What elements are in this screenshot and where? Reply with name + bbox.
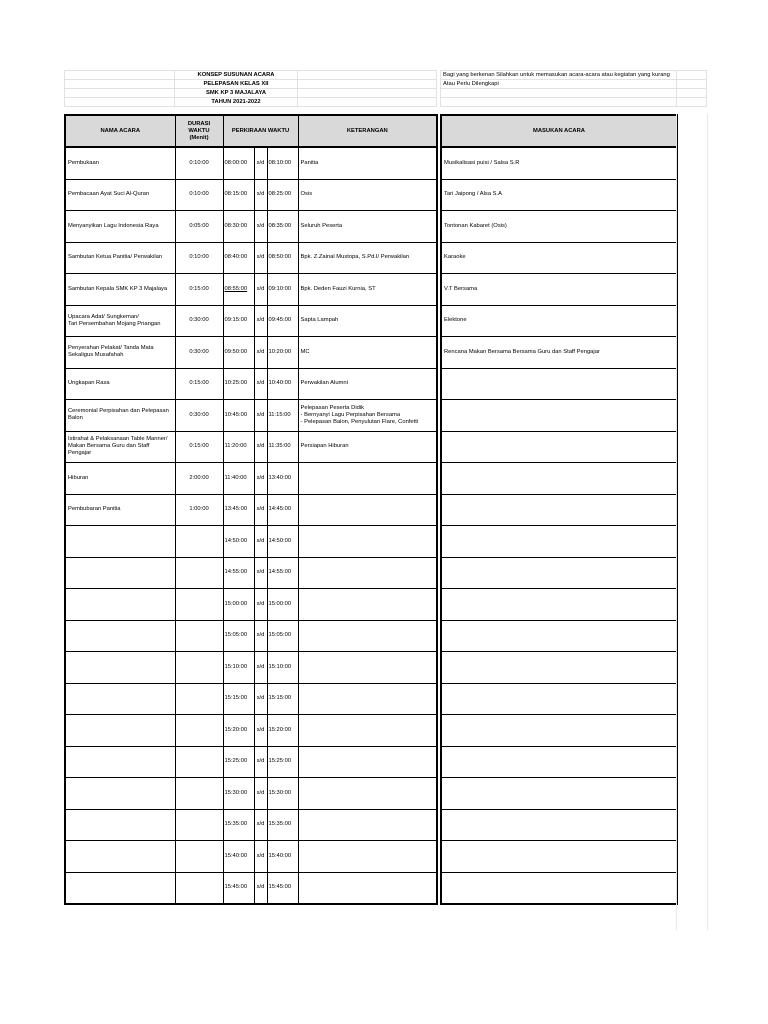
description: Persiapan Hiburan bbox=[298, 431, 437, 463]
time-separator: s/d bbox=[254, 211, 267, 243]
event-name bbox=[65, 620, 175, 652]
start-time: 08:30:00 bbox=[223, 211, 254, 243]
document-title-block bbox=[64, 70, 437, 107]
table-row bbox=[65, 715, 437, 747]
time-separator: s/d bbox=[254, 809, 267, 841]
event-name bbox=[65, 683, 175, 715]
event-name bbox=[65, 557, 175, 589]
start-time: 15:45:00 bbox=[223, 872, 254, 904]
masukan-cell: Elektone bbox=[441, 305, 677, 337]
masukan-cell bbox=[441, 683, 677, 715]
col-keterangan: KETERANGAN bbox=[298, 115, 437, 147]
table-row bbox=[65, 746, 437, 778]
start-time: 15:05:00 bbox=[223, 620, 254, 652]
table-row bbox=[65, 778, 437, 810]
duration: 0:10:00 bbox=[175, 179, 223, 211]
masukan-row bbox=[441, 589, 677, 621]
masukan-row bbox=[441, 557, 677, 589]
masukan-cell bbox=[441, 872, 677, 904]
gridline bbox=[676, 114, 708, 930]
table-row bbox=[65, 463, 437, 495]
title-line-1: KONSEP SUSUNAN ACARA bbox=[175, 71, 298, 80]
time-separator: s/d bbox=[254, 368, 267, 400]
masukan-row bbox=[441, 526, 677, 558]
table-row bbox=[65, 683, 437, 715]
event-name bbox=[65, 589, 175, 621]
masukan-row bbox=[441, 652, 677, 684]
masukan-cell bbox=[441, 494, 677, 526]
description bbox=[298, 809, 437, 841]
masukan-row bbox=[441, 463, 677, 495]
duration bbox=[175, 841, 223, 873]
description bbox=[298, 589, 437, 621]
start-time: 15:40:00 bbox=[223, 841, 254, 873]
note-line-1: Bagi yang berkenan Silahkan untuk memasukan acara-acara atau kegiatan yang kurang bbox=[441, 71, 677, 80]
masukan-cell bbox=[441, 778, 677, 810]
masukan-cell bbox=[441, 589, 677, 621]
masukan-row bbox=[441, 746, 677, 778]
description bbox=[298, 557, 437, 589]
event-name bbox=[65, 778, 175, 810]
description bbox=[298, 841, 437, 873]
event-name bbox=[65, 526, 175, 558]
masukan-row bbox=[441, 620, 677, 652]
description bbox=[298, 778, 437, 810]
start-time: 10:45:00 bbox=[223, 400, 254, 432]
table-row bbox=[65, 526, 437, 558]
start-time: 08:00:00 bbox=[223, 147, 254, 179]
description: Seluruh Peserta bbox=[298, 211, 437, 243]
start-time: 11:20:00 bbox=[223, 431, 254, 463]
duration: 2:00:00 bbox=[175, 463, 223, 495]
masukan-row bbox=[441, 147, 677, 179]
masukan-row bbox=[441, 872, 677, 904]
start-time: 14:55:00 bbox=[223, 557, 254, 589]
description: Bpk. Z.Zainal Mustopa, S.Pd.I/ Perwakilan bbox=[298, 242, 437, 274]
col-perkiraan-waktu: PERKIRAAN WAKTU bbox=[223, 115, 298, 147]
start-time: 14:50:00 bbox=[223, 526, 254, 558]
description bbox=[298, 463, 437, 495]
start-time: 09:15:00 bbox=[223, 305, 254, 337]
event-name: Ungkapan Rasa bbox=[65, 368, 175, 400]
description bbox=[298, 746, 437, 778]
masukan-row bbox=[441, 809, 677, 841]
description: Sapta Lampah bbox=[298, 305, 437, 337]
description bbox=[298, 526, 437, 558]
end-time: 15:30:00 bbox=[267, 778, 298, 810]
masukan-row bbox=[441, 211, 677, 243]
start-time: 08:40:00 bbox=[223, 242, 254, 274]
description: Osis bbox=[298, 179, 437, 211]
time-separator: s/d bbox=[254, 778, 267, 810]
description: MC bbox=[298, 337, 437, 369]
masukan-cell: Karaoke bbox=[441, 242, 677, 274]
title-line-2: PELEPASAN KELAS XII bbox=[175, 80, 298, 89]
start-time: 08:15:00 bbox=[223, 179, 254, 211]
duration bbox=[175, 809, 223, 841]
description: Bpk. Deden Fauzi Kurnia, ST bbox=[298, 274, 437, 306]
description bbox=[298, 683, 437, 715]
duration bbox=[175, 683, 223, 715]
table-row bbox=[65, 557, 437, 589]
event-name: Sambutan Ketua Panitia/ Perwakilan bbox=[65, 242, 175, 274]
end-time: 15:20:00 bbox=[267, 715, 298, 747]
masukan-row bbox=[441, 179, 677, 211]
masukan-row bbox=[441, 494, 677, 526]
event-name: Upacara Adat/ Sungkeman/ Tari Persembahan Mojang Priangan bbox=[65, 305, 175, 337]
col-masukan-acara: MASUKAN ACARA bbox=[441, 115, 677, 147]
start-time: 09:50:00 bbox=[223, 337, 254, 369]
duration: 0:10:00 bbox=[175, 147, 223, 179]
time-separator: s/d bbox=[254, 494, 267, 526]
duration bbox=[175, 746, 223, 778]
end-time: 15:40:00 bbox=[267, 841, 298, 873]
time-separator: s/d bbox=[254, 652, 267, 684]
table-row bbox=[65, 147, 437, 179]
duration bbox=[175, 778, 223, 810]
event-name: Istirahat & Pelaksanaan Table Manner/ Makan Bersama Guru dan Staff Pengajar bbox=[65, 431, 175, 463]
table-row bbox=[65, 494, 437, 526]
start-time: 11:40:00 bbox=[223, 463, 254, 495]
table-row bbox=[65, 431, 437, 463]
duration: 0:15:00 bbox=[175, 274, 223, 306]
masukan-row bbox=[441, 778, 677, 810]
end-time: 08:50:00 bbox=[267, 242, 298, 274]
masukan-row bbox=[441, 368, 677, 400]
description bbox=[298, 872, 437, 904]
event-name: Sambutan Kepala SMK KP 3 Majalaya bbox=[65, 274, 175, 306]
end-time: 10:20:00 bbox=[267, 337, 298, 369]
duration: 0:30:00 bbox=[175, 400, 223, 432]
event-name bbox=[65, 715, 175, 747]
start-time: 15:00:00 bbox=[223, 589, 254, 621]
masukan-row bbox=[441, 242, 677, 274]
masukan-cell bbox=[441, 652, 677, 684]
time-separator: s/d bbox=[254, 431, 267, 463]
duration bbox=[175, 557, 223, 589]
start-time: 15:15:00 bbox=[223, 683, 254, 715]
masukan-row bbox=[441, 305, 677, 337]
time-separator: s/d bbox=[254, 147, 267, 179]
table-row bbox=[65, 872, 437, 904]
event-name bbox=[65, 809, 175, 841]
time-separator: s/d bbox=[254, 589, 267, 621]
time-separator: s/d bbox=[254, 683, 267, 715]
description bbox=[298, 620, 437, 652]
description: Perwakilan Alumni bbox=[298, 368, 437, 400]
end-time: 11:15:00 bbox=[267, 400, 298, 432]
end-time: 15:45:00 bbox=[267, 872, 298, 904]
masukan-cell bbox=[441, 620, 677, 652]
masukan-cell bbox=[441, 368, 677, 400]
table-row bbox=[65, 368, 437, 400]
title-line-4: TAHUN 2021-2022 bbox=[175, 98, 298, 107]
event-name: Menyanyikan Lagu Indonesia Raya bbox=[65, 211, 175, 243]
masukan-row bbox=[441, 431, 677, 463]
end-time: 15:35:00 bbox=[267, 809, 298, 841]
event-name: Pembubaran Panitia bbox=[65, 494, 175, 526]
end-time: 15:15:00 bbox=[267, 683, 298, 715]
end-time: 13:40:00 bbox=[267, 463, 298, 495]
time-separator: s/d bbox=[254, 337, 267, 369]
masukan-cell: Tari Jaipong / Alsa S.A bbox=[441, 179, 677, 211]
duration: 0:05:00 bbox=[175, 211, 223, 243]
description bbox=[298, 494, 437, 526]
time-separator: s/d bbox=[254, 557, 267, 589]
masukan-row bbox=[441, 400, 677, 432]
masukan-row bbox=[441, 841, 677, 873]
time-separator: s/d bbox=[254, 274, 267, 306]
duration bbox=[175, 652, 223, 684]
duration bbox=[175, 589, 223, 621]
event-name: Pembacaan Ayat Suci Al-Quran bbox=[65, 179, 175, 211]
duration bbox=[175, 715, 223, 747]
duration: 0:15:00 bbox=[175, 431, 223, 463]
table-row bbox=[65, 242, 437, 274]
masukan-cell bbox=[441, 809, 677, 841]
end-time: 10:40:00 bbox=[267, 368, 298, 400]
table-row bbox=[65, 589, 437, 621]
duration bbox=[175, 526, 223, 558]
time-separator: s/d bbox=[254, 242, 267, 274]
end-time: 15:25:00 bbox=[267, 746, 298, 778]
duration: 0:30:00 bbox=[175, 305, 223, 337]
duration bbox=[175, 620, 223, 652]
time-separator: s/d bbox=[254, 872, 267, 904]
end-time: 15:00:00 bbox=[267, 589, 298, 621]
masukan-cell bbox=[441, 400, 677, 432]
table-row bbox=[65, 337, 437, 369]
masukan-cell bbox=[441, 526, 677, 558]
description: Panitia bbox=[298, 147, 437, 179]
schedule-table bbox=[64, 114, 438, 905]
event-name: Ceremonial Perpisahan dan Pelepasan Balon bbox=[65, 400, 175, 432]
time-separator: s/d bbox=[254, 400, 267, 432]
event-name: Hiburan bbox=[65, 463, 175, 495]
note-line-2: Atau Perlu Dilengkapi bbox=[441, 80, 677, 89]
duration: 0:15:00 bbox=[175, 368, 223, 400]
title-line-3: SMK KP 3 MAJALAYA bbox=[175, 89, 298, 98]
event-name bbox=[65, 746, 175, 778]
end-time: 15:10:00 bbox=[267, 652, 298, 684]
event-name: Penyerahan Pelakat/ Tanda Mata Sekaligus Musafahah bbox=[65, 337, 175, 369]
time-separator: s/d bbox=[254, 620, 267, 652]
col-durasi-waktu: DURASI WAKTU (Menit) bbox=[175, 115, 223, 147]
masukan-cell bbox=[441, 431, 677, 463]
masukan-cell bbox=[441, 746, 677, 778]
event-name bbox=[65, 841, 175, 873]
table-row bbox=[65, 274, 437, 306]
table-row bbox=[65, 652, 437, 684]
masukan-row bbox=[441, 683, 677, 715]
masukan-cell bbox=[441, 463, 677, 495]
end-time: 11:35:00 bbox=[267, 431, 298, 463]
end-time: 14:55:00 bbox=[267, 557, 298, 589]
end-time: 08:25:00 bbox=[267, 179, 298, 211]
end-time: 08:35:00 bbox=[267, 211, 298, 243]
event-name bbox=[65, 872, 175, 904]
masukan-table bbox=[440, 114, 678, 905]
start-time: 15:20:00 bbox=[223, 715, 254, 747]
end-time: 08:10:00 bbox=[267, 147, 298, 179]
event-name: Pembukaan bbox=[65, 147, 175, 179]
table-row bbox=[65, 305, 437, 337]
duration: 0:10:00 bbox=[175, 242, 223, 274]
start-time: 15:10:00 bbox=[223, 652, 254, 684]
col-nama-acara: NAMA ACARA bbox=[65, 115, 175, 147]
end-time: 14:45:00 bbox=[267, 494, 298, 526]
description: Pelepasan Peserta Didik - Bernyanyi Lagu Perpisahan Bersama - Pelepasan Balon, Penyulutan Flare, Confetti bbox=[298, 400, 437, 432]
time-separator: s/d bbox=[254, 715, 267, 747]
duration: 1:00:00 bbox=[175, 494, 223, 526]
table-row bbox=[65, 841, 437, 873]
time-separator: s/d bbox=[254, 841, 267, 873]
masukan-cell bbox=[441, 715, 677, 747]
start-time: 08:55:00 bbox=[223, 274, 254, 306]
time-separator: s/d bbox=[254, 746, 267, 778]
masukan-cell bbox=[441, 841, 677, 873]
masukan-cell bbox=[441, 557, 677, 589]
table-row bbox=[65, 400, 437, 432]
description bbox=[298, 652, 437, 684]
table-row bbox=[65, 211, 437, 243]
start-time: 15:25:00 bbox=[223, 746, 254, 778]
time-separator: s/d bbox=[254, 179, 267, 211]
description bbox=[298, 715, 437, 747]
masukan-cell: Rencana Makan Bersama Bersama Guru dan Staff Pengajar bbox=[441, 337, 677, 369]
start-time: 10:25:00 bbox=[223, 368, 254, 400]
start-time: 15:30:00 bbox=[223, 778, 254, 810]
time-separator: s/d bbox=[254, 305, 267, 337]
start-time: 15:35:00 bbox=[223, 809, 254, 841]
table-row bbox=[65, 620, 437, 652]
masukan-cell: V.T Bersama bbox=[441, 274, 677, 306]
event-name bbox=[65, 652, 175, 684]
masukan-row bbox=[441, 715, 677, 747]
end-time: 09:10:00 bbox=[267, 274, 298, 306]
masukan-row bbox=[441, 274, 677, 306]
start-time: 13:45:00 bbox=[223, 494, 254, 526]
table-row bbox=[65, 179, 437, 211]
masukan-row bbox=[441, 337, 677, 369]
duration bbox=[175, 872, 223, 904]
end-time: 15:05:00 bbox=[267, 620, 298, 652]
table-row bbox=[65, 809, 437, 841]
end-time: 14:50:00 bbox=[267, 526, 298, 558]
end-time: 09:45:00 bbox=[267, 305, 298, 337]
note-block bbox=[440, 70, 707, 107]
duration: 0:30:00 bbox=[175, 337, 223, 369]
time-separator: s/d bbox=[254, 463, 267, 495]
time-separator: s/d bbox=[254, 526, 267, 558]
masukan-cell: Tontonan Kabaret (Osis) bbox=[441, 211, 677, 243]
masukan-cell: Musikalisasi puisi / Salsa S.R bbox=[441, 147, 677, 179]
